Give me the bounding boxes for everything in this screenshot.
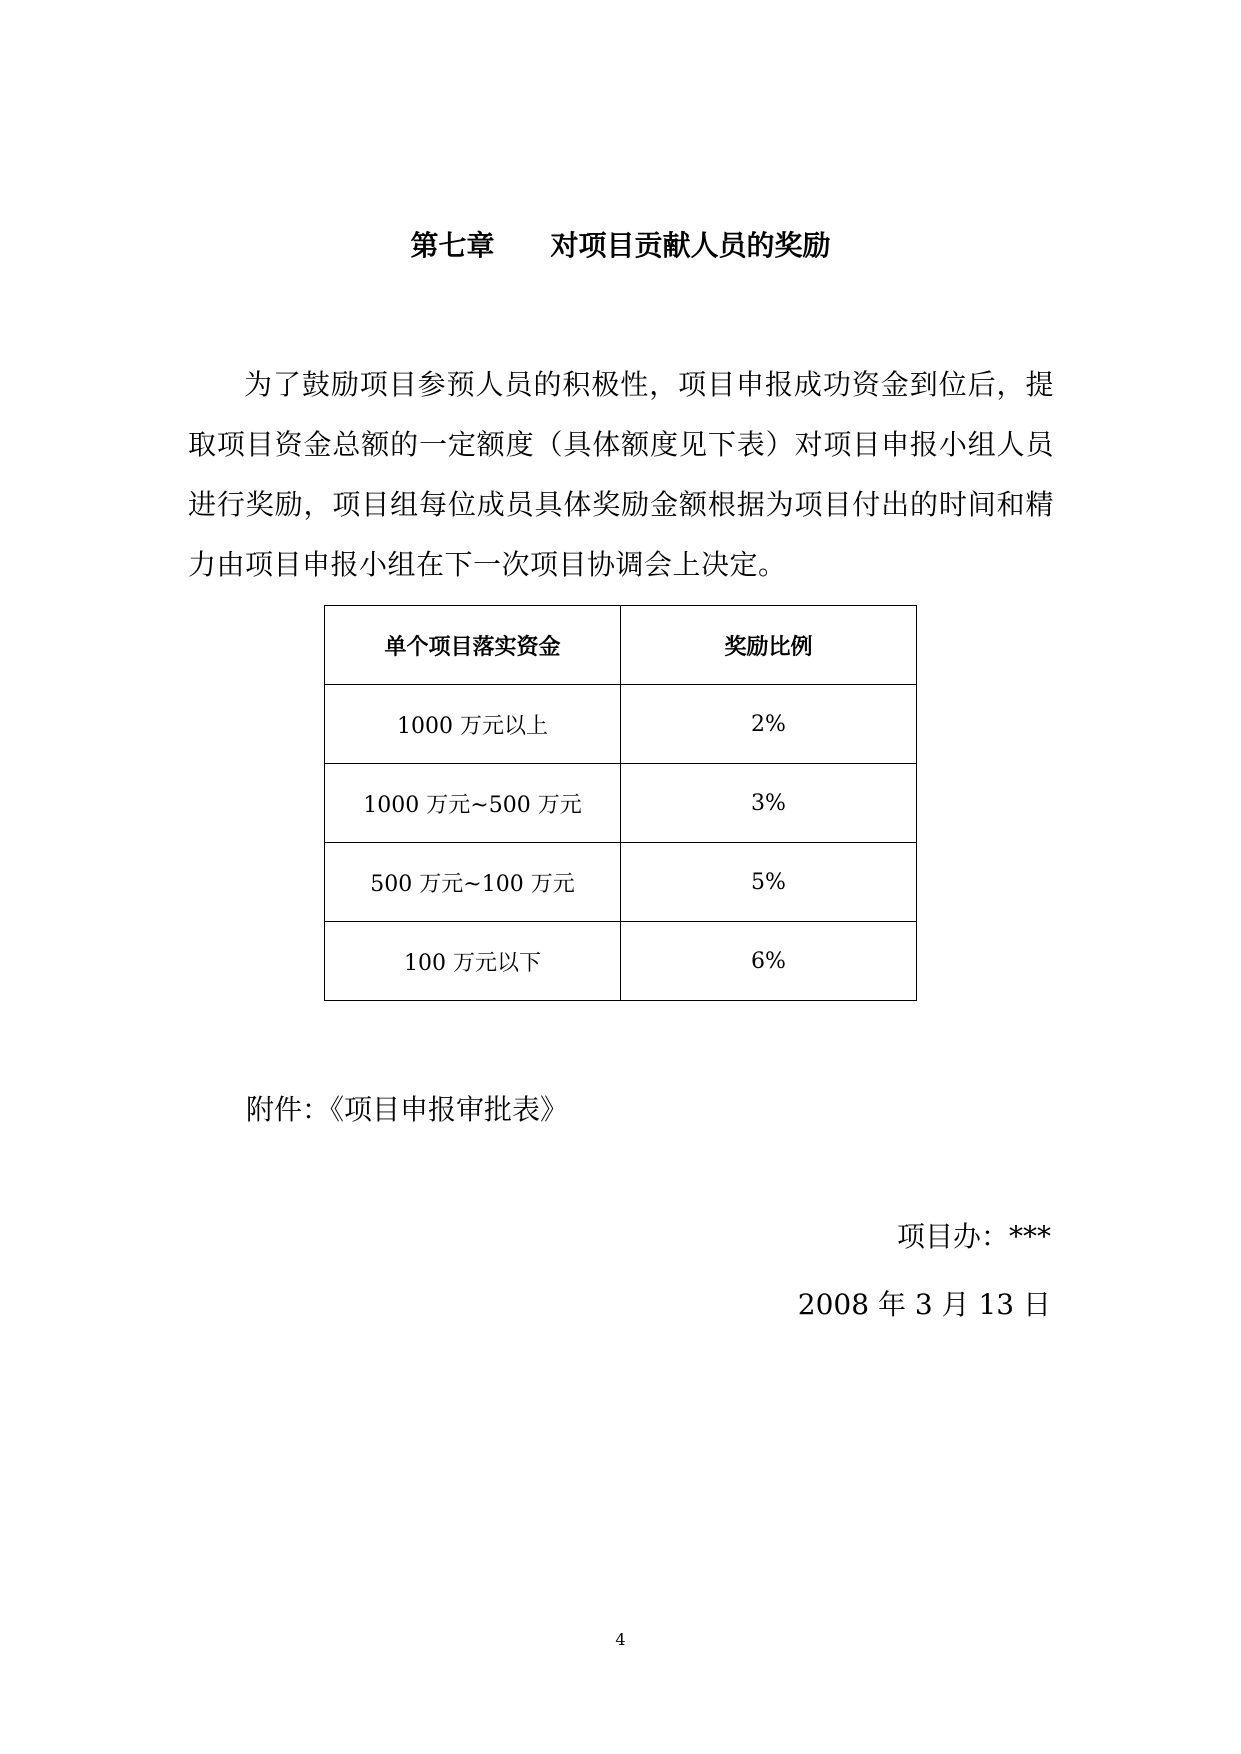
- table-row: [325, 685, 917, 764]
- page-number: 4: [615, 1630, 626, 1649]
- attachment-note: 附件：《项目申报审批表》: [246, 1093, 569, 1126]
- table-cell-funding: 1000 万元~500 万元: [325, 764, 621, 843]
- table-cell-ratio: 3%: [621, 764, 917, 843]
- table-cell-ratio: 6%: [621, 922, 917, 1001]
- table-header-funding: 单个项目落实资金: [325, 606, 621, 685]
- table-header-row: [325, 606, 917, 685]
- chapter-title: 对项目贡献人员的奖励: [550, 229, 831, 262]
- table-row: [325, 922, 917, 1001]
- table-cell-funding: 500 万元~100 万元: [325, 843, 621, 922]
- table-cell-ratio: 2%: [621, 685, 917, 764]
- issuer-signature: 项目办：***: [896, 1220, 1051, 1253]
- table-row: [325, 764, 917, 843]
- table-cell-funding: 100 万元以下: [325, 922, 621, 1001]
- body-paragraph: 为了鼓励项目参预人员的积极性，项目申报成功资金到位后，提取项目资金总额的一定额度（具体额度见下表）对项目申报小组人员进行奖励，项目组每位成员具体奖励金额根据为项目付出的时间和精力由项目申报小组在下一次项目协调会上决定。: [188, 368, 1054, 581]
- issue-date: 2008 年 3 月 13 日: [797, 1288, 1051, 1321]
- chapter-label: 第七章: [410, 229, 495, 262]
- table-cell-funding: 1000 万元以上: [325, 685, 621, 764]
- chapter-heading: [0, 226, 1241, 266]
- reward-ratio-table: [324, 605, 917, 1001]
- table-cell-ratio: 5%: [621, 843, 917, 922]
- table-header-ratio: 奖励比例: [621, 606, 917, 685]
- table-row: [325, 843, 917, 922]
